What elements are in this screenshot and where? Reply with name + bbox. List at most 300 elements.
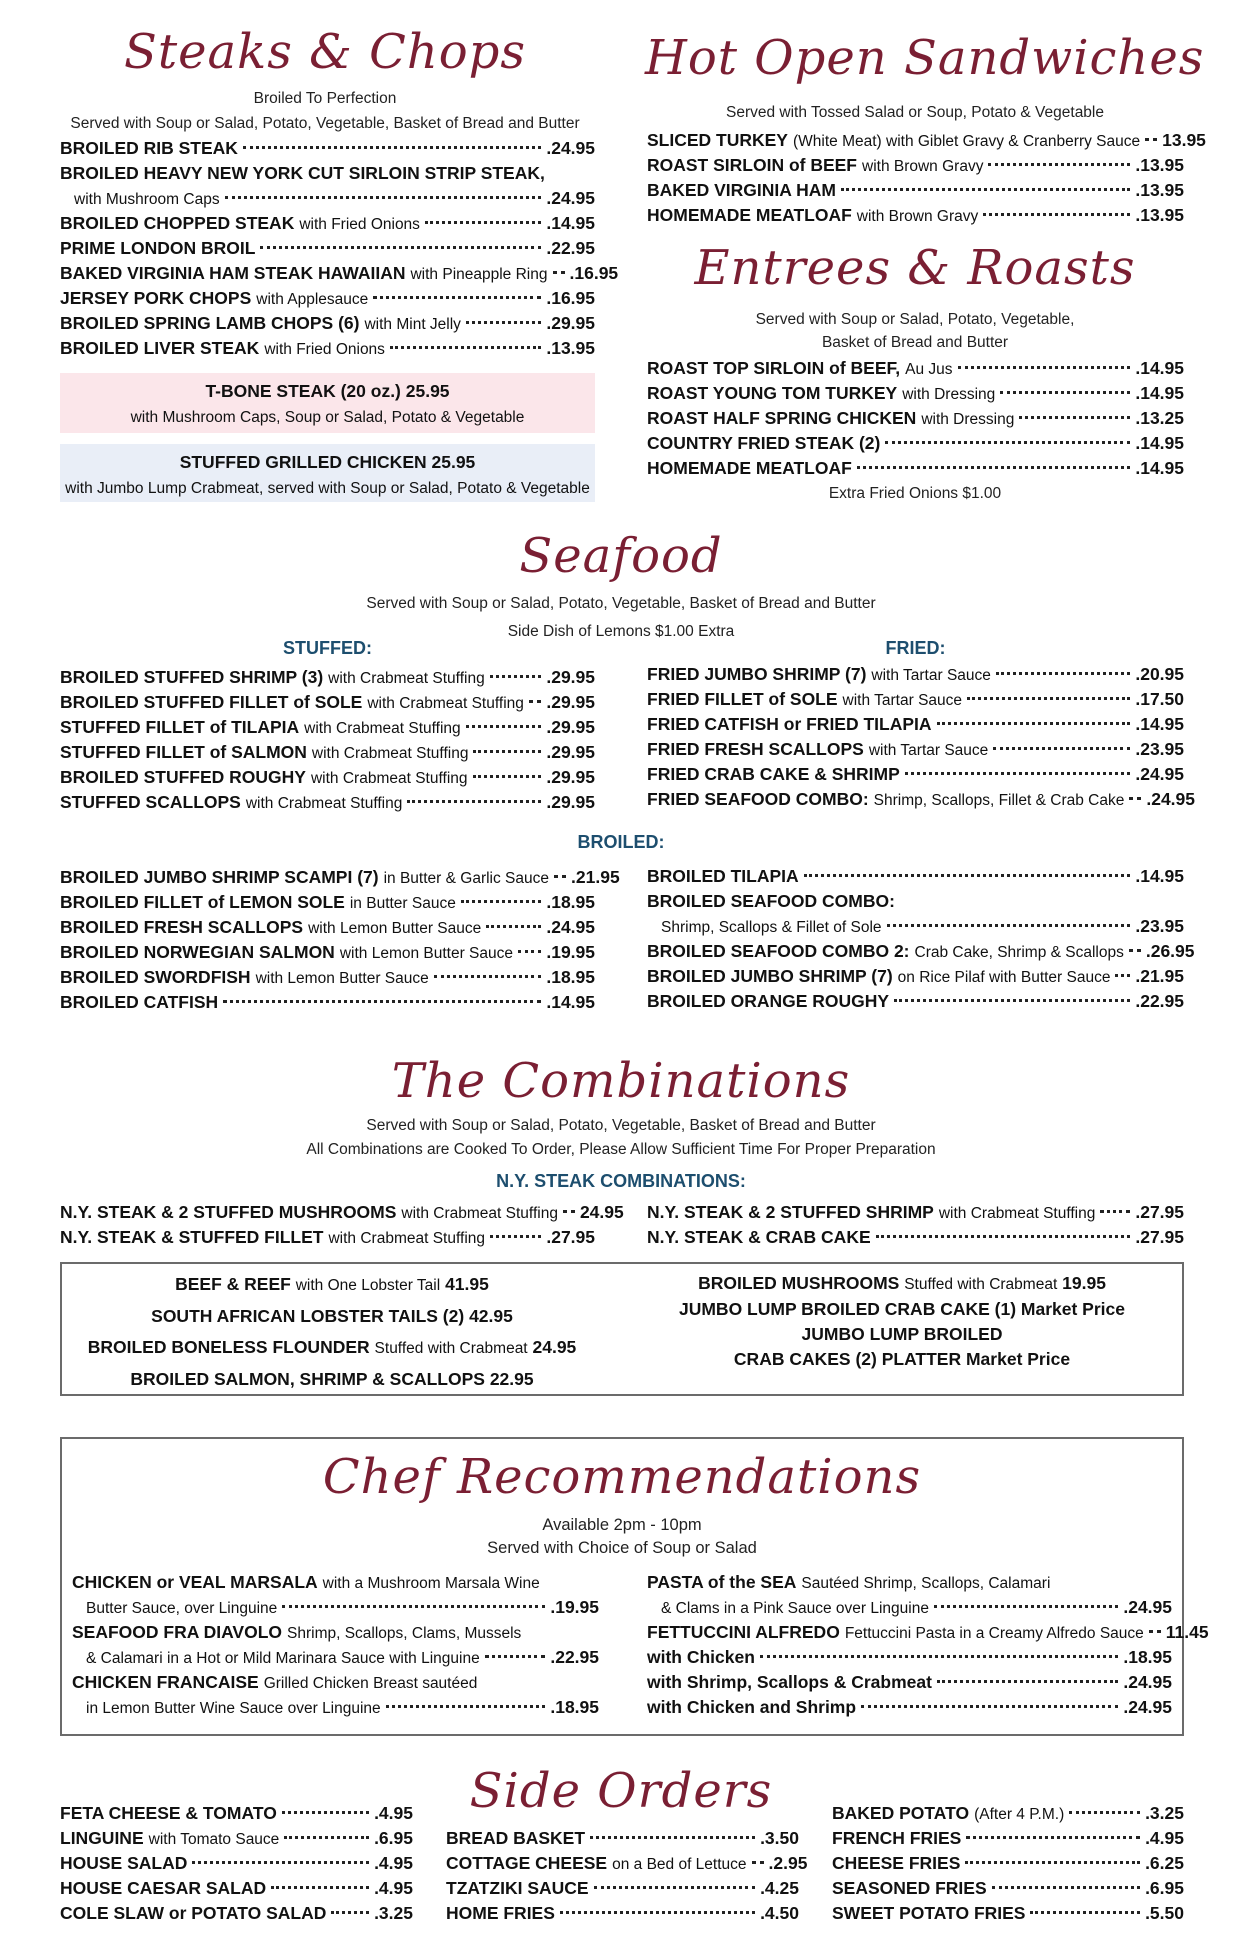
leader-dots: [885, 441, 1130, 444]
entrees-note: Extra Fried Onions $1.00: [828, 485, 1002, 502]
stuffed-list: [60, 665, 595, 815]
leader-dots: [284, 1836, 369, 1839]
item-description: & Clams in a Pink Sauce over Linguine: [661, 1600, 929, 1617]
menu-item: [647, 939, 1195, 964]
tbone-title: T-BONE STEAK (20 oz.) 25.95: [205, 381, 450, 401]
broiled-right-list: [647, 864, 1195, 1014]
item-price: .3.50: [760, 1828, 799, 1848]
item-price: 24.95: [579, 1202, 624, 1222]
menu-item: [60, 915, 595, 940]
combinations-box-left: [62, 1269, 602, 1395]
leader-dots: [983, 213, 1130, 216]
item-description: with Crabmeat Stuffing: [938, 1205, 1096, 1222]
item-description: with Lemon Butter Sauce: [255, 970, 429, 987]
menu-item: [72, 1695, 599, 1720]
menu-item: [647, 737, 1184, 762]
combinations-box-right: [622, 1271, 1182, 1372]
item-description: with Tartar Sauce: [871, 667, 991, 684]
sides-title: Side Orders: [469, 1763, 773, 1819]
item-description: Shrimp, Scallops & Fillet of Sole: [661, 919, 882, 936]
menu-item: [60, 1901, 413, 1926]
leader-dots: [1019, 416, 1130, 419]
item-name: COUNTRY FRIED STEAK (2): [647, 433, 881, 453]
combination-item: [62, 1332, 602, 1364]
item-name: BROILED FRESH SCALLOPS: [60, 917, 304, 937]
item-name: N.Y. STEAK & STUFFED FILLET: [60, 1227, 324, 1247]
item-description: with Crabmeat Stuffing: [245, 795, 403, 812]
item-price: .24.95: [546, 138, 595, 158]
leader-dots: [993, 747, 1130, 750]
item-price: .29.95: [546, 313, 595, 333]
item-price: .24.95: [1123, 1672, 1172, 1692]
item-name: with Chicken and Shrimp: [647, 1697, 857, 1717]
menu-item: [72, 1620, 599, 1645]
menu-item: [60, 1826, 413, 1851]
item-description: with Crabmeat Stuffing: [304, 720, 461, 737]
leader-dots: [486, 925, 541, 928]
stuffed-chicken-box: [60, 444, 595, 502]
steaks-subtitle-1: Broiled To Perfection: [253, 90, 397, 107]
item-name: FRENCH FRIES: [832, 1828, 962, 1848]
item-price: .6.95: [374, 1828, 413, 1848]
item-name: ROAST HALF SPRING CHICKEN: [647, 408, 917, 428]
entrees-list: [647, 356, 1184, 481]
item-name: FRIED SEAFOOD COMBO:: [647, 789, 869, 809]
item-name: BROILED SEAFOOD COMBO:: [647, 891, 895, 911]
item-name: ROAST YOUNG TOM TURKEY: [647, 383, 898, 403]
sandwiches-subtitle: Served with Tossed Salad or Soup, Potato & Vegetable: [726, 104, 1104, 121]
item-description: with One Lobster Tail: [295, 1277, 441, 1294]
menu-item: [60, 990, 595, 1015]
item-name: HOMEMADE MEATLOAF: [647, 205, 852, 225]
leader-dots: [894, 999, 1130, 1002]
leader-dots: [529, 700, 541, 703]
leader-dots: [473, 750, 541, 753]
item-description: with Dressing: [902, 386, 996, 403]
leader-dots: [223, 1000, 541, 1003]
item-description: on Rice Pilaf with Butter Sauce: [897, 969, 1111, 986]
menu-item: [647, 1225, 1184, 1250]
item-description: on a Bed of Lettuce: [612, 1856, 747, 1873]
item-description: Shrimp, Scallops, Fillet & Crab Cake: [873, 792, 1125, 809]
menu-item: [60, 665, 595, 690]
seafood-subtitle-1: Served with Soup or Salad, Potato, Vegetable, Basket of Bread and Butter: [366, 595, 876, 612]
item-price: .14.95: [1135, 358, 1184, 378]
item-price: .20.95: [1135, 664, 1184, 684]
item-price: .29.95: [546, 767, 595, 787]
item-name: HOUSE SALAD: [60, 1853, 188, 1873]
combinations-box: [60, 1262, 1184, 1396]
leader-dots: [243, 146, 541, 149]
chef-right-list: [647, 1570, 1209, 1720]
sandwiches-list: [647, 128, 1206, 228]
menu-item: [647, 989, 1184, 1014]
sides-col-1: [60, 1801, 413, 1926]
item-description: with Fried Onions: [299, 216, 420, 233]
item-name: COTTAGE CHEESE: [446, 1853, 608, 1873]
item-description: with Mint Jelly: [364, 316, 461, 333]
item-name: FRIED FRESH SCALLOPS: [647, 739, 864, 759]
item-name: FRIED CATFISH or FRIED TILAPIA: [647, 714, 932, 734]
item-name: BROILED SPRING LAMB CHOPS (6): [60, 313, 360, 333]
menu-item: [647, 203, 1184, 228]
item-name: FRIED JUMBO SHRIMP (7): [647, 664, 867, 684]
item-name: TZATZIKI SAUCE: [446, 1878, 589, 1898]
stuffed-label: STUFFED:: [283, 638, 372, 658]
ny-left-list: [60, 1200, 624, 1250]
leader-dots: [466, 725, 542, 728]
item-description: Fettuccini Pasta in a Creamy Alfredo Sauce: [844, 1625, 1144, 1642]
item-name: with Chicken: [647, 1647, 755, 1667]
item-name: FRIED CRAB CAKE & SHRIMP: [647, 764, 900, 784]
item-name: BREAD BASKET: [446, 1828, 586, 1848]
item-name: CHICKEN or VEAL MARSALA: [72, 1572, 318, 1592]
item-price: .4.95: [374, 1853, 413, 1873]
item-name: BROILED TILAPIA: [647, 866, 799, 886]
leader-dots: [1129, 797, 1141, 800]
sandwiches-title: Hot Open Sandwiches: [645, 30, 1205, 86]
combination-item: [62, 1269, 602, 1301]
item-price: .24.95: [546, 188, 595, 208]
item-description: with Dressing: [921, 411, 1015, 428]
menu-item: [832, 1851, 1184, 1876]
menu-item: [60, 1225, 595, 1250]
item-price: .14.95: [1135, 383, 1184, 403]
menu-item: [60, 186, 595, 211]
leader-dots: [390, 346, 541, 349]
leader-dots: [560, 1911, 755, 1914]
item-price: .14.95: [1135, 866, 1184, 886]
item-description: Sautéed Shrimp, Scallops, Calamari: [801, 1575, 1051, 1592]
item-name: BROILED STUFFED FILLET of SOLE: [60, 692, 363, 712]
item-price: .19.95: [546, 942, 595, 962]
leader-dots: [434, 975, 542, 978]
item-name: N.Y. STEAK & 2 STUFFED MUSHROOMS: [60, 1202, 397, 1222]
chef-subtitle-2: Served with Choice of Soup or Salad: [487, 1539, 757, 1557]
item-name: N.Y. STEAK & 2 STUFFED SHRIMP: [647, 1202, 934, 1222]
combination-item: [622, 1347, 1182, 1372]
item-price: .3.25: [374, 1903, 413, 1923]
leader-dots: [563, 1210, 575, 1213]
leader-dots: [1115, 974, 1130, 977]
menu-item: [647, 356, 1184, 381]
combinations-subtitle-2: All Combinations are Cooked To Order, Please Allow Sufficient Time For Proper Preparation: [306, 1141, 936, 1158]
item-description: with Tartar Sauce: [842, 692, 963, 709]
stuffed-chicken-title: STUFFED GRILLED CHICKEN 25.95: [179, 452, 476, 472]
menu-item: [60, 965, 595, 990]
menu-item: [647, 964, 1184, 989]
item-name: BROILED BONELESS FLOUNDER: [87, 1337, 370, 1357]
item-description: Stuffed with Crabmeat: [374, 1340, 528, 1357]
menu-item: [60, 261, 619, 286]
item-price: .29.95: [546, 692, 595, 712]
item-name: JERSEY PORK CHOPS: [60, 288, 252, 308]
item-name: JUMBO LUMP BROILED CRAB CAKE (1): [678, 1299, 1017, 1319]
menu-item: [647, 1695, 1172, 1720]
combination-item: [622, 1271, 1182, 1297]
item-name: BROILED SEAFOOD COMBO 2:: [647, 941, 910, 961]
item-description: with Pineapple Ring: [410, 266, 548, 283]
ny-right-list: [647, 1200, 1184, 1250]
item-price: Market Price: [965, 1349, 1071, 1369]
item-price: .27.95: [546, 1227, 595, 1247]
tbone-desc: with Mushroom Caps, Soup or Salad, Potato & Vegetable: [130, 409, 525, 426]
fried-list: [647, 662, 1195, 812]
menu-item: [72, 1570, 599, 1595]
combination-item: [622, 1322, 1182, 1347]
item-description: with Crabmeat Stuffing: [328, 670, 485, 687]
sides-col-3: [832, 1801, 1184, 1926]
leader-dots: [225, 196, 542, 199]
seafood-subtitle-2: Side Dish of Lemons $1.00 Extra: [507, 623, 735, 640]
broiled-label: BROILED:: [577, 832, 665, 852]
leader-dots: [282, 1605, 545, 1608]
item-description: with Crabmeat Stuffing: [401, 1205, 558, 1222]
item-description: in Butter Sauce: [349, 895, 456, 912]
menu-item: [60, 1851, 413, 1876]
item-description: in Butter & Garlic Sauce: [383, 870, 550, 887]
item-name: HOMEMADE MEATLOAF: [647, 458, 852, 478]
item-name: FETA CHEESE & TOMATO: [60, 1803, 277, 1823]
item-price: .29.95: [546, 667, 595, 687]
item-price: 41.95: [445, 1274, 489, 1294]
leader-dots: [804, 874, 1131, 877]
item-name: with Shrimp, Scallops & Crabmeat: [647, 1672, 932, 1692]
leader-dots: [553, 271, 565, 274]
leader-dots: [485, 1655, 546, 1658]
item-name: SLICED TURKEY: [647, 130, 788, 150]
item-description: (After 4 P.M.): [974, 1806, 1065, 1823]
leader-dots: [490, 1235, 541, 1238]
leader-dots: [594, 1886, 755, 1889]
item-price: .4.25: [760, 1878, 799, 1898]
menu-item: [60, 1200, 624, 1225]
chef-box: [60, 1437, 1209, 1736]
item-name: ROAST SIRLOIN of BEEF: [647, 155, 857, 175]
menu-item: [60, 336, 595, 361]
steaks-title: Steaks & Chops: [123, 24, 527, 80]
ny-steak-label: N.Y. STEAK COMBINATIONS:: [496, 1171, 746, 1191]
tbone-box: [60, 373, 595, 433]
item-price: .24.95: [1146, 789, 1195, 809]
item-name: CHEESE FRIES: [832, 1853, 961, 1873]
item-price: .16.95: [546, 288, 595, 308]
menu-item: [60, 1801, 413, 1826]
item-name: CHICKEN FRANCAISE: [72, 1672, 259, 1692]
leader-dots: [407, 800, 541, 803]
item-description: with Crabmeat Stuffing: [367, 695, 524, 712]
item-price: .23.95: [1135, 739, 1184, 759]
item-price: Market Price: [1020, 1299, 1125, 1319]
item-name: HOME FRIES: [446, 1903, 555, 1923]
item-name: COLE SLAW or POTATO SALAD: [60, 1903, 327, 1923]
menu-item: [72, 1670, 599, 1695]
leader-dots: [966, 1836, 1140, 1839]
item-name: HOUSE CAESAR SALAD: [60, 1878, 267, 1898]
item-name: SWEET POTATO FRIES: [832, 1903, 1026, 1923]
menu-item: [60, 740, 595, 765]
leader-dots: [461, 900, 542, 903]
leader-dots: [282, 1811, 369, 1814]
item-description: with Crabmeat Stuffing: [311, 745, 469, 762]
leader-dots: [760, 1655, 1118, 1658]
menu-item: [647, 662, 1184, 687]
menu-item: [60, 236, 595, 261]
menu-item: [60, 765, 595, 790]
menu-item: [647, 914, 1184, 939]
item-name: BROILED SWORDFISH: [60, 967, 251, 987]
menu-item: [60, 715, 595, 740]
chef-subtitle-1: Available 2pm - 10pm: [542, 1516, 702, 1534]
leader-dots: [473, 775, 542, 778]
menu-item: [647, 1200, 1184, 1225]
leader-dots: [958, 366, 1131, 369]
item-price: .29.95: [546, 792, 595, 812]
leader-dots: [752, 1861, 764, 1864]
sides-col-2: [446, 1826, 808, 1926]
item-description: Au Jus: [905, 361, 953, 378]
leader-dots: [490, 675, 542, 678]
item-description: with Crabmeat Stuffing: [310, 770, 468, 787]
item-name: LINGUINE: [60, 1828, 144, 1848]
item-name: BROILED FILLET of LEMON SOLE: [60, 892, 345, 912]
item-name: BAKED POTATO: [832, 1803, 970, 1823]
item-price: .26.95: [1145, 941, 1195, 961]
item-name: BROILED MUSHROOMS: [698, 1273, 900, 1293]
item-name: BAKED VIRGINIA HAM: [647, 180, 836, 200]
menu-item: [647, 128, 1206, 153]
item-name: FRIED FILLET of SOLE: [647, 689, 838, 709]
item-description: with Brown Gravy: [856, 208, 979, 225]
item-name: STUFFED SCALLOPS: [60, 792, 241, 812]
combination-item: [622, 1297, 1182, 1322]
leader-dots: [934, 1605, 1118, 1608]
leader-dots: [841, 188, 1130, 191]
item-name: SEAFOOD FRA DIAVOLO: [72, 1622, 282, 1642]
item-name: N.Y. STEAK & CRAB CAKE: [647, 1227, 871, 1247]
item-name: FETTUCCINI ALFREDO: [647, 1622, 840, 1642]
item-description: with Mushroom Caps: [74, 191, 220, 208]
item-price: .18.95: [1123, 1647, 1172, 1667]
leader-dots: [996, 672, 1130, 675]
combinations-title: The Combinations: [391, 1053, 851, 1109]
menu-item: [647, 762, 1184, 787]
item-price: .13.95: [1135, 180, 1184, 200]
item-name: BROILED LIVER STEAK: [60, 338, 260, 358]
item-description: with Brown Gravy: [862, 158, 984, 175]
item-price: .22.95: [546, 238, 595, 258]
menu-item: [60, 890, 595, 915]
leader-dots: [965, 1861, 1140, 1864]
item-name: BROILED RIB STEAK: [60, 138, 238, 158]
item-price: .14.95: [546, 992, 595, 1012]
item-price: .27.95: [1135, 1202, 1184, 1222]
menu-item: [446, 1901, 799, 1926]
item-price: .17.50: [1135, 689, 1184, 709]
item-name: BROILED SALMON, SHRIMP & SCALLOPS: [130, 1369, 485, 1389]
leader-dots: [1000, 391, 1130, 394]
leader-dots: [554, 875, 566, 878]
menu-item: [647, 456, 1184, 481]
item-price: .22.95: [1135, 991, 1184, 1011]
item-name: BROILED HEAVY NEW YORK CUT SIRLOIN STRIP STEAK,: [60, 163, 545, 183]
menu-item: [446, 1876, 799, 1901]
menu-item: [832, 1826, 1184, 1851]
leader-dots: [967, 697, 1130, 700]
item-name: SEASONED FRIES: [832, 1878, 987, 1898]
menu-item: [446, 1826, 799, 1851]
leader-dots: [518, 950, 541, 953]
item-description: Crab Cake, Shrimp & Scallops: [914, 944, 1124, 961]
item-price: .21.95: [1135, 966, 1184, 986]
item-description: Grilled Chicken Breast sautéed: [263, 1675, 478, 1692]
item-name: JUMBO LUMP BROILED: [801, 1324, 1003, 1344]
entrees-subtitle-1: Served with Soup or Salad, Potato, Vegetable,: [755, 311, 1075, 328]
menu-item: [60, 136, 595, 161]
item-price: .13.25: [1135, 408, 1184, 428]
item-price: .5.50: [1145, 1903, 1184, 1923]
entrees-subtitle-2: Basket of Bread and Butter: [821, 334, 1009, 351]
menu-item: [647, 712, 1184, 737]
item-description: with Tomato Sauce: [148, 1831, 280, 1848]
item-price: .4.50: [760, 1903, 799, 1923]
leader-dots: [1030, 1911, 1140, 1914]
item-price: .23.95: [1135, 916, 1184, 936]
item-name: BROILED JUMBO SHRIMP (7): [647, 966, 893, 986]
menu-item: [60, 790, 595, 815]
item-price: .14.95: [1135, 458, 1184, 478]
menu-item: [60, 311, 595, 336]
item-price: .24.95: [1135, 764, 1184, 784]
item-price: 42.95: [469, 1306, 513, 1326]
item-price: .27.95: [1135, 1227, 1184, 1247]
menu-item: [647, 864, 1184, 889]
leader-dots: [590, 1836, 755, 1839]
item-price: .14.95: [1135, 714, 1184, 734]
item-price: .24.95: [546, 917, 595, 937]
item-name: STUFFED FILLET of SALMON: [60, 742, 307, 762]
combination-item: [62, 1301, 602, 1332]
leader-dots: [857, 466, 1131, 469]
menu-item: [647, 1645, 1172, 1670]
menu-item: [647, 381, 1184, 406]
item-price: .24.95: [1123, 1597, 1172, 1617]
item-price: 11.45: [1165, 1622, 1209, 1642]
item-description: with Applesauce: [256, 291, 369, 308]
item-price: .16.95: [569, 263, 619, 283]
item-name: BROILED ORANGE ROUGHY: [647, 991, 890, 1011]
item-name: BROILED STUFFED SHRIMP (3): [60, 667, 324, 687]
menu-item: [60, 161, 595, 186]
item-name: PASTA of the SEA: [647, 1572, 797, 1592]
menu-item: [647, 1620, 1209, 1645]
seafood-title: Seafood: [519, 528, 723, 584]
item-name: BROILED JUMBO SHRIMP SCAMPI (7): [60, 867, 379, 887]
steaks-list: [60, 136, 619, 361]
stuffed-chicken-desc: with Jumbo Lump Crabmeat, served with Soup or Salad, Potato & Vegetable: [65, 480, 590, 497]
menu-item: [60, 690, 595, 715]
menu-item: [647, 1595, 1172, 1620]
item-price: .4.95: [1145, 1828, 1184, 1848]
menu-item: [60, 286, 595, 311]
menu-item: [832, 1876, 1184, 1901]
leader-dots: [1100, 1210, 1130, 1213]
item-description: with Lemon Butter Sauce: [308, 920, 482, 937]
menu-item: [446, 1851, 808, 1876]
leader-dots: [331, 1911, 369, 1914]
item-description: (White Meat) with Giblet Gravy & Cranberry Sauce: [792, 133, 1141, 150]
item-price: .29.95: [546, 717, 595, 737]
